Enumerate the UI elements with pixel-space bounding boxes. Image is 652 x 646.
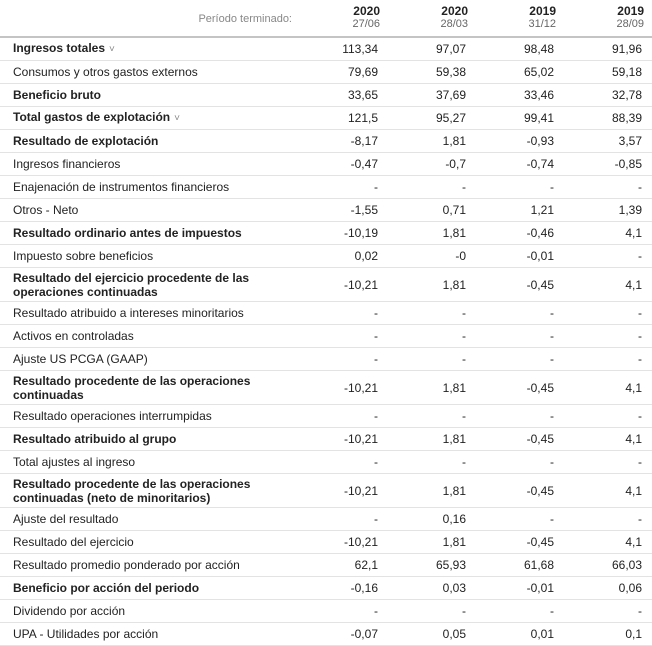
cell-value: - [300, 348, 388, 371]
table-row [0, 84, 652, 107]
table-row [0, 245, 652, 268]
cell-value: 1,81 [388, 268, 476, 302]
row-label [0, 405, 300, 428]
cell-value: 59,38 [388, 61, 476, 84]
cell-value: - [564, 325, 652, 348]
row-label-text: Resultado ordinario antes de impuestos [13, 226, 242, 240]
row-label-text: Total gastos de explotación [13, 110, 171, 124]
row-label [0, 84, 300, 107]
cell-value: 61,68 [476, 554, 564, 577]
cell-value: 113,34 [300, 37, 388, 61]
cell-value: -0,01 [476, 577, 564, 600]
cell-value: - [388, 302, 476, 325]
period-label: Período terminado: [0, 0, 300, 37]
cell-value: -10,21 [300, 474, 388, 508]
cell-value: - [476, 176, 564, 199]
table-row [0, 508, 652, 531]
table-row [0, 531, 652, 554]
cell-value: 59,18 [564, 61, 652, 84]
cell-value: -0,07 [300, 623, 388, 646]
cell-value: 1,39 [564, 199, 652, 222]
cell-value: - [300, 176, 388, 199]
row-label [0, 153, 300, 176]
cell-value: 4,1 [564, 371, 652, 405]
cell-value: - [388, 348, 476, 371]
row-label-text: Dividendo por acción [13, 604, 126, 618]
table-row [0, 348, 652, 371]
row-label-text: Beneficio bruto [13, 88, 102, 102]
row-label-text: Resultado procedente de las operaciones continuadas (neto de minoritarios) [13, 476, 251, 505]
row-label [0, 176, 300, 199]
cell-value: - [564, 176, 652, 199]
cell-value: -0,46 [476, 222, 564, 245]
cell-value: 121,5 [300, 107, 388, 130]
row-label [0, 199, 300, 222]
cell-value: -10,21 [300, 531, 388, 554]
cell-value: - [476, 325, 564, 348]
cell-value: - [388, 325, 476, 348]
cell-value: 0,06 [564, 577, 652, 600]
chevron-down-icon[interactable]: ˅ [174, 113, 180, 124]
cell-value: -0,45 [476, 531, 564, 554]
table-row [0, 325, 652, 348]
cell-value: 65,93 [388, 554, 476, 577]
row-label [0, 474, 300, 508]
cell-value: 1,21 [476, 199, 564, 222]
row-label-text: Ingresos totales [13, 41, 106, 55]
table-row [0, 474, 652, 508]
column-header: 2020 28/03 [388, 0, 476, 37]
table-row [0, 623, 652, 646]
table-row[interactable] [0, 37, 652, 61]
cell-value: -10,19 [300, 222, 388, 245]
table-row [0, 222, 652, 245]
cell-value: - [388, 176, 476, 199]
cell-value: -0,45 [476, 371, 564, 405]
row-label [0, 623, 300, 646]
cell-value: 79,69 [300, 61, 388, 84]
cell-value: 0,1 [564, 623, 652, 646]
cell-value: - [388, 600, 476, 623]
row-label-text: Activos en controladas [13, 329, 134, 343]
row-label-text: Resultado procedente de las operaciones continuadas [13, 373, 251, 402]
table-row [0, 302, 652, 325]
cell-value: -8,17 [300, 130, 388, 153]
row-label-text: Otros - Neto [13, 203, 79, 217]
cell-value: -0,47 [300, 153, 388, 176]
cell-value: - [564, 508, 652, 531]
cell-value: - [476, 508, 564, 531]
table-row [0, 153, 652, 176]
cell-value: 99,41 [476, 107, 564, 130]
cell-value: 33,46 [476, 84, 564, 107]
cell-value: 1,81 [388, 222, 476, 245]
table-row[interactable] [0, 107, 652, 130]
column-header: 2020 27/06 [300, 0, 388, 37]
cell-value: 1,81 [388, 130, 476, 153]
cell-value: - [300, 325, 388, 348]
row-label-text: Impuesto sobre beneficios [13, 249, 154, 263]
row-label [0, 130, 300, 153]
cell-value: 66,03 [564, 554, 652, 577]
cell-value: 62,1 [300, 554, 388, 577]
cell-value: 4,1 [564, 474, 652, 508]
row-label-text: Ajuste del resultado [13, 512, 119, 526]
cell-value: - [476, 451, 564, 474]
row-label-text: Ajuste US PCGA (GAAP) [13, 352, 148, 366]
row-label-text: Resultado operaciones interrumpidas [13, 409, 212, 423]
cell-value: -10,21 [300, 268, 388, 302]
cell-value: - [564, 600, 652, 623]
row-label [0, 302, 300, 325]
row-label-text: Resultado atribuido a intereses minoritarios [13, 306, 244, 320]
cell-value: 32,78 [564, 84, 652, 107]
cell-value: 37,69 [388, 84, 476, 107]
table-row [0, 199, 652, 222]
table-row [0, 428, 652, 451]
cell-value: - [300, 508, 388, 531]
cell-value: -0,7 [388, 153, 476, 176]
cell-value: 4,1 [564, 222, 652, 245]
table-row [0, 176, 652, 199]
cell-value: -0,45 [476, 474, 564, 508]
row-label-text: Resultado de explotación [13, 134, 159, 148]
row-label-text: Total ajustes al ingreso [13, 455, 136, 469]
row-label [0, 61, 300, 84]
cell-value: 95,27 [388, 107, 476, 130]
row-label[interactable] [0, 107, 300, 130]
cell-value: - [300, 451, 388, 474]
cell-value: - [564, 405, 652, 428]
row-label [0, 371, 300, 405]
table-row [0, 130, 652, 153]
row-label-text: Ingresos financieros [13, 157, 121, 171]
cell-value: - [300, 405, 388, 428]
table-row [0, 61, 652, 84]
cell-value: - [564, 451, 652, 474]
cell-value: 88,39 [564, 107, 652, 130]
row-label-text: Resultado promedio ponderado por acción [13, 558, 240, 572]
table-body [0, 37, 652, 646]
cell-value: 0,01 [476, 623, 564, 646]
table-row [0, 405, 652, 428]
cell-value: 1,81 [388, 474, 476, 508]
cell-value: -0,85 [564, 153, 652, 176]
cell-value: - [476, 348, 564, 371]
header-row [0, 0, 652, 37]
table-row [0, 371, 652, 405]
cell-value: - [300, 600, 388, 623]
chevron-down-icon[interactable]: ˅ [109, 44, 115, 55]
cell-value: 4,1 [564, 268, 652, 302]
row-label[interactable] [0, 37, 300, 61]
cell-value: - [476, 600, 564, 623]
cell-value: -1,55 [300, 199, 388, 222]
cell-value: - [388, 451, 476, 474]
row-label-text: Enajenación de instrumentos financieros [13, 180, 230, 194]
cell-value: -0,16 [300, 577, 388, 600]
table-row [0, 600, 652, 623]
row-label [0, 554, 300, 577]
column-header: 2019 28/09 [564, 0, 652, 37]
row-label [0, 245, 300, 268]
row-label-text: Resultado del ejercicio [13, 535, 134, 549]
cell-value: - [564, 302, 652, 325]
table-row [0, 554, 652, 577]
cell-value: - [476, 302, 564, 325]
cell-value: 1,81 [388, 428, 476, 451]
row-label-text: Resultado del ejercicio procedente de las operaciones continuadas [13, 270, 250, 299]
cell-value: 0,03 [388, 577, 476, 600]
cell-value: -0,93 [476, 130, 564, 153]
table-row [0, 268, 652, 302]
cell-value: 0,05 [388, 623, 476, 646]
row-label [0, 268, 300, 302]
row-label [0, 508, 300, 531]
cell-value: 0,02 [300, 245, 388, 268]
cell-value: 33,65 [300, 84, 388, 107]
cell-value: -10,21 [300, 371, 388, 405]
row-label [0, 222, 300, 245]
cell-value: 0,16 [388, 508, 476, 531]
cell-value: 1,81 [388, 371, 476, 405]
row-label-text: Consumos y otros gastos externos [13, 65, 198, 79]
cell-value: -0,01 [476, 245, 564, 268]
cell-value: 65,02 [476, 61, 564, 84]
cell-value: 0,71 [388, 199, 476, 222]
cell-value: -0,45 [476, 428, 564, 451]
cell-value: 97,07 [388, 37, 476, 61]
row-label-text: UPA - Utilidades por acción [13, 627, 159, 641]
cell-value: 3,57 [564, 130, 652, 153]
cell-value: - [476, 405, 564, 428]
row-label [0, 348, 300, 371]
cell-value: 4,1 [564, 531, 652, 554]
column-header: 2019 31/12 [476, 0, 564, 37]
table-row [0, 451, 652, 474]
cell-value: -0,74 [476, 153, 564, 176]
row-label [0, 451, 300, 474]
row-label [0, 577, 300, 600]
row-label [0, 428, 300, 451]
row-label [0, 325, 300, 348]
cell-value: 98,48 [476, 37, 564, 61]
row-label [0, 531, 300, 554]
cell-value: - [564, 245, 652, 268]
cell-value: -10,21 [300, 428, 388, 451]
cell-value: -0 [388, 245, 476, 268]
row-label-text: Resultado atribuido al grupo [13, 432, 177, 446]
cell-value: -0,45 [476, 268, 564, 302]
cell-value: 4,1 [564, 428, 652, 451]
cell-value: - [564, 348, 652, 371]
row-label [0, 600, 300, 623]
cell-value: - [388, 405, 476, 428]
table-row [0, 577, 652, 600]
cell-value: - [300, 302, 388, 325]
cell-value: 1,81 [388, 531, 476, 554]
row-label-text: Beneficio por acción del periodo [13, 581, 200, 595]
cell-value: 91,96 [564, 37, 652, 61]
